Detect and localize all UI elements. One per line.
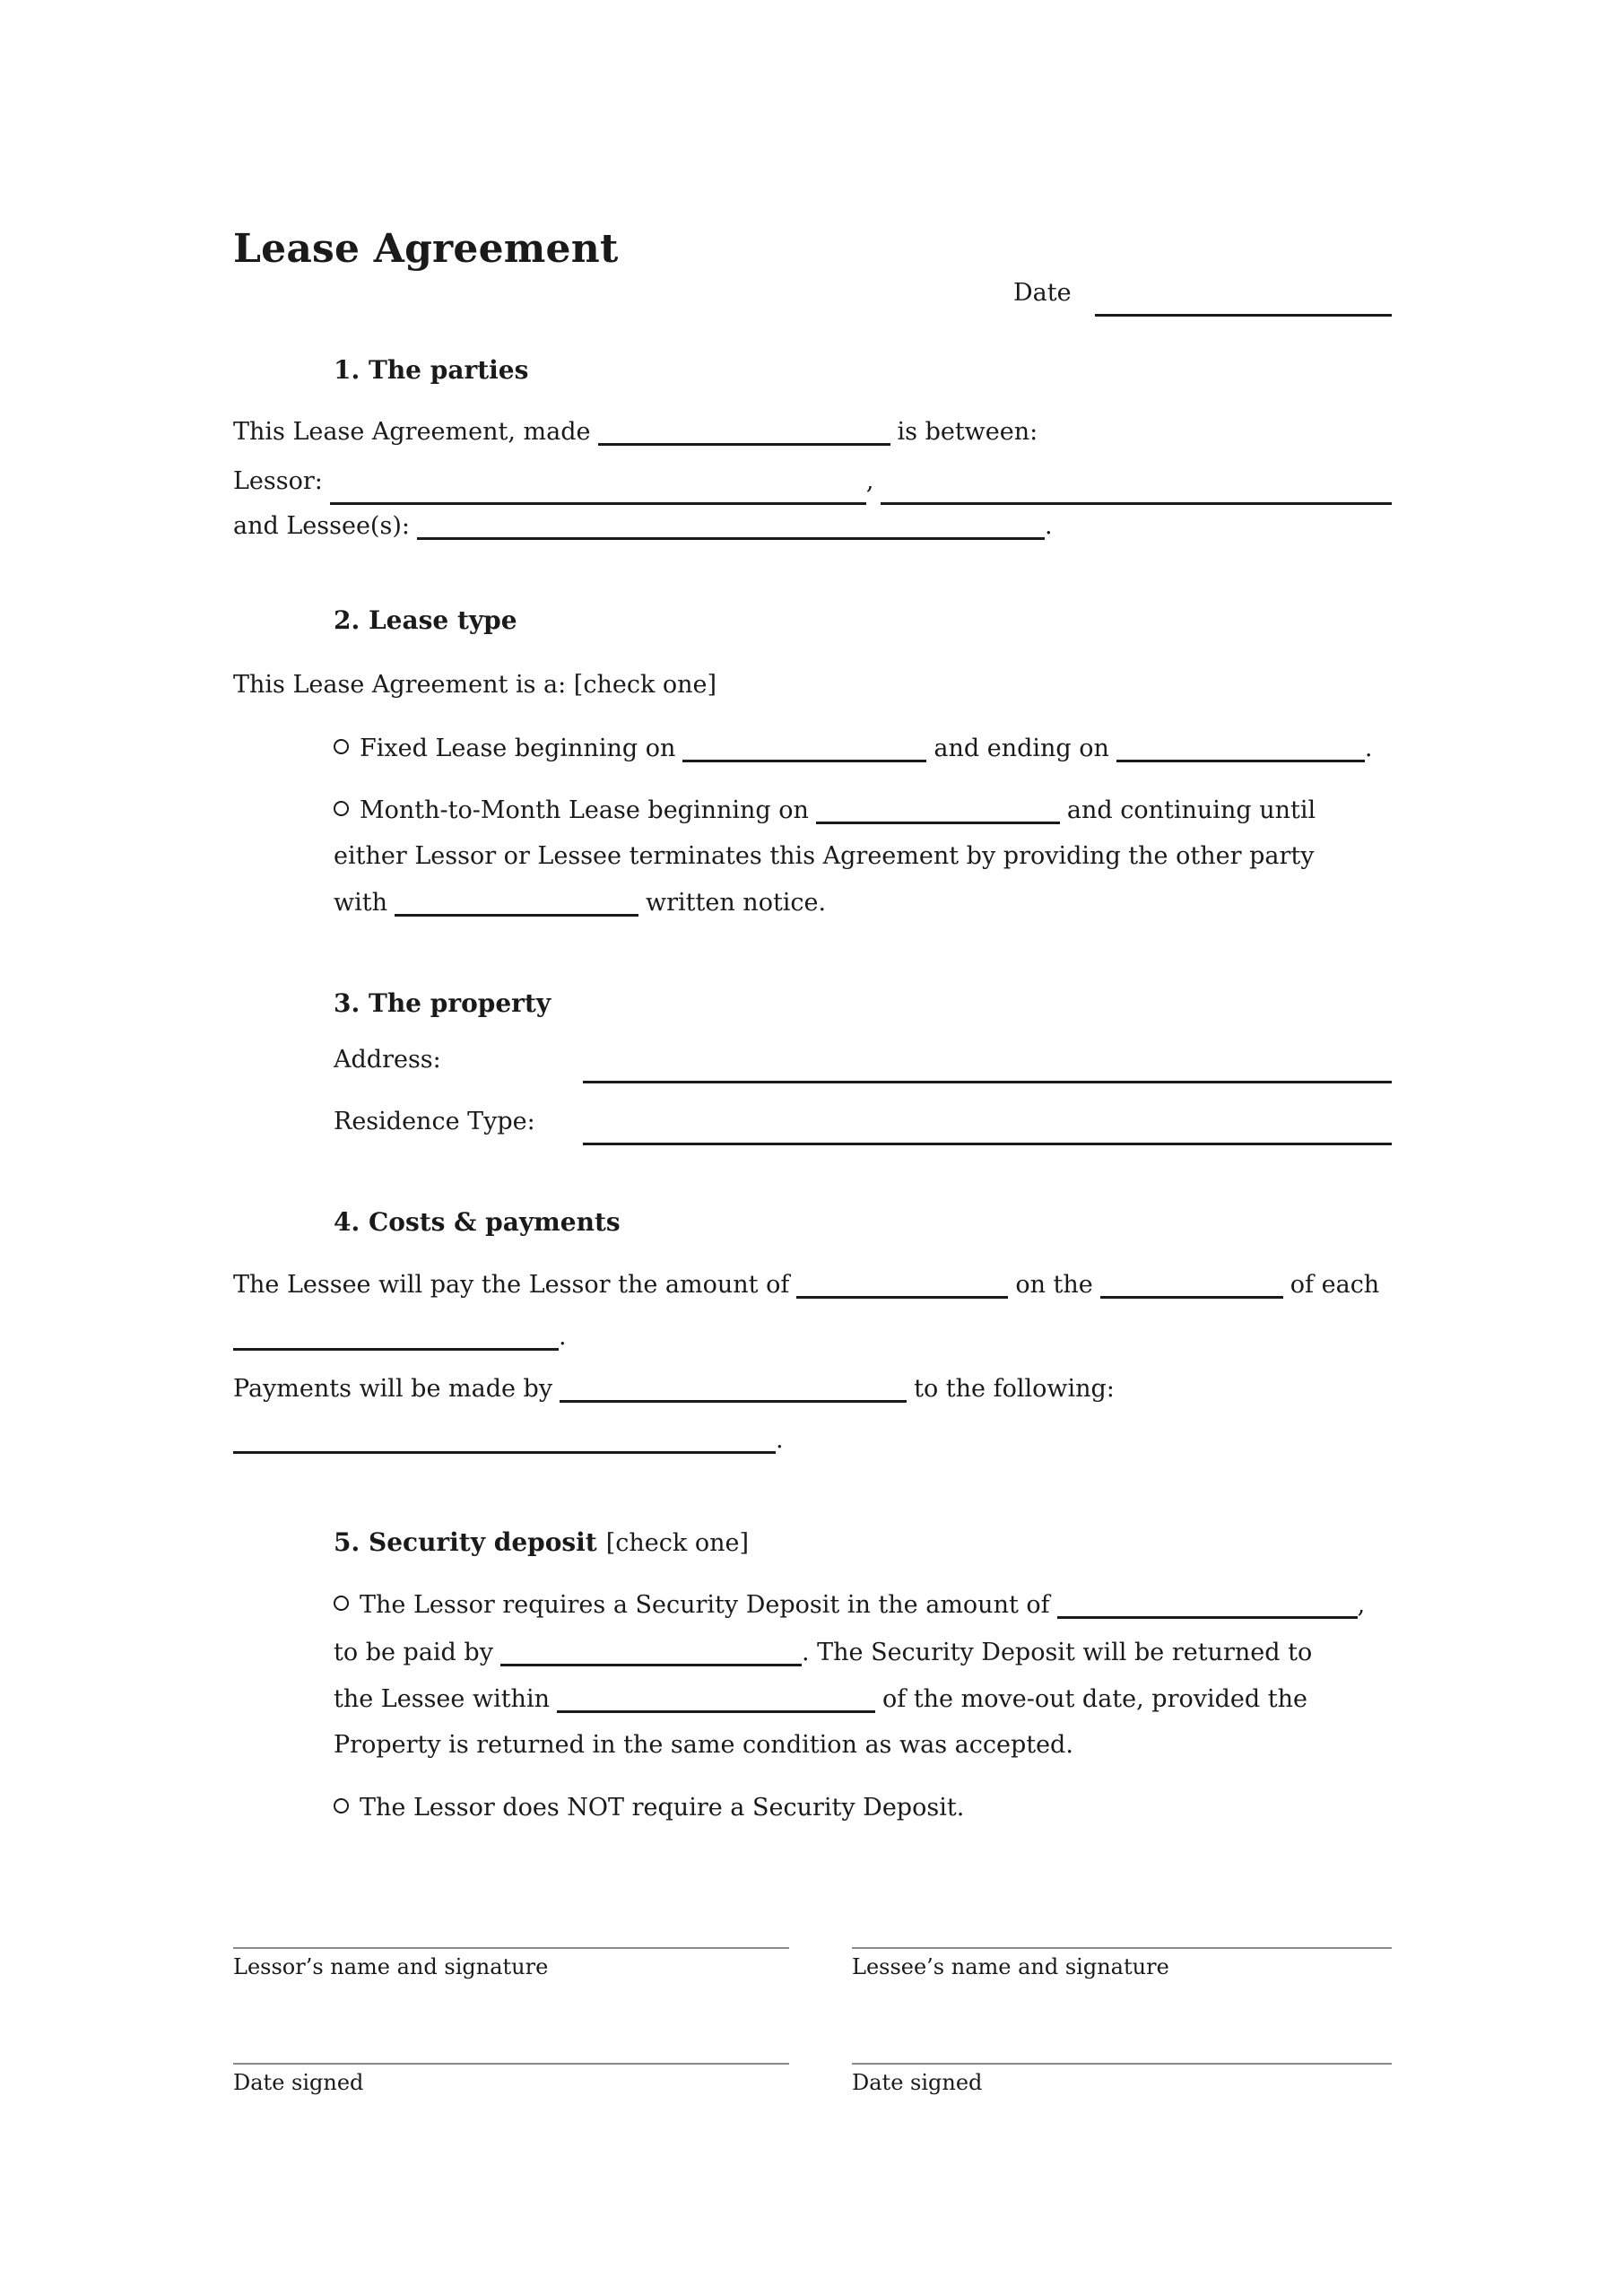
pay-text-end: of each xyxy=(1290,1271,1380,1299)
deposit-paid-by-blank-field[interactable] xyxy=(500,1639,802,1666)
deposit-heading-bold: 5. Security deposit xyxy=(334,1527,597,1557)
deposit-req-comma: , xyxy=(1357,1591,1366,1619)
payment-destination-line xyxy=(233,1416,784,1464)
date-blank-field[interactable] xyxy=(1095,307,1392,317)
deposit-paidby-post: . The Security Deposit will be returned to xyxy=(801,1639,1313,1666)
lessor-date-signed-label: Date signed xyxy=(233,2070,364,2095)
notice-period-blank-field[interactable] xyxy=(395,890,638,917)
payment-destination-period: . xyxy=(776,1426,784,1454)
lessee-line xyxy=(233,502,1053,550)
payment-destination-blank-field[interactable] xyxy=(233,1427,776,1454)
section-heading-costs: 4. Costs & payments xyxy=(334,1207,621,1237)
date-row xyxy=(1013,269,1392,317)
deposit-condition-line: Property is returned in the same condition as was accepted. xyxy=(334,1731,1073,1759)
lease-type-intro: This Lease Agreement is a: [check one] xyxy=(233,671,717,699)
section-heading-lease-type: 2. Lease type xyxy=(334,605,517,635)
deposit-within-pre: the Lessee within xyxy=(334,1685,550,1713)
radio-circle-icon[interactable] xyxy=(334,1798,349,1813)
date-label: Date xyxy=(1013,279,1072,307)
deposit-amount-blank-field[interactable] xyxy=(1057,1592,1358,1619)
lessee-date-signed-line[interactable] xyxy=(852,2063,1392,2065)
lessor-label: Lessor: xyxy=(233,467,323,495)
due-day-blank-field[interactable] xyxy=(1100,1272,1283,1299)
month-to-month-line3 xyxy=(334,879,826,926)
address-blank-field[interactable] xyxy=(583,1074,1392,1083)
fixed-end-date-blank-field[interactable] xyxy=(1116,735,1365,762)
rent-amount-blank-field[interactable] xyxy=(796,1272,1008,1299)
residence-type-label: Residence Type: xyxy=(334,1108,535,1135)
address-label: Address: xyxy=(334,1046,441,1074)
page-title: Lease Agreement xyxy=(233,226,619,272)
radio-circle-icon[interactable] xyxy=(334,801,349,816)
section-heading-deposit xyxy=(334,1518,749,1567)
method-text-end: to the following: xyxy=(914,1375,1115,1403)
m2m-with-text: with xyxy=(334,889,387,917)
m2m-begin-date-blank-field[interactable] xyxy=(816,797,1060,824)
payment-method-line xyxy=(233,1365,1115,1413)
deposit-required-option xyxy=(334,1581,1365,1629)
fixed-lease-text-pre: Fixed Lease beginning on xyxy=(360,735,676,762)
radio-circle-icon[interactable] xyxy=(334,739,349,754)
lessor-date-signed-line[interactable] xyxy=(233,2063,789,2065)
lessee-period: . xyxy=(1044,512,1053,540)
address-row xyxy=(334,1036,1392,1083)
lessee-signature-line[interactable] xyxy=(852,1947,1392,1949)
m2m-end-text: written notice. xyxy=(646,889,827,917)
lessee-label: and Lessee(s): xyxy=(233,512,410,540)
deposit-return-window-blank-field[interactable] xyxy=(557,1686,875,1713)
m2m-text-mid: and continuing until xyxy=(1066,796,1316,824)
lessee-name-blank-field[interactable] xyxy=(417,513,1045,540)
no-deposit-option xyxy=(334,1784,964,1831)
deposit-within-post: of the move-out date, provided the xyxy=(881,1685,1307,1713)
lessor-line xyxy=(233,457,1392,505)
payment-period-period: . xyxy=(559,1323,567,1351)
pay-text-mid: on the xyxy=(1015,1271,1093,1299)
month-to-month-line2: either Lessor or Lessee terminates this Agreement by providing the other party xyxy=(334,842,1315,870)
lessee-date-signed-label: Date signed xyxy=(852,2070,983,2095)
payment-period-blank-field[interactable] xyxy=(233,1324,559,1351)
residence-type-row xyxy=(334,1098,1392,1145)
fixed-lease-text-mid: and ending on xyxy=(934,735,1109,762)
section-heading-parties: 1. The parties xyxy=(334,355,529,385)
residence-type-blank-field[interactable] xyxy=(583,1135,1392,1145)
parties-made-line xyxy=(233,408,1038,456)
made-date-blank-field[interactable] xyxy=(598,419,890,446)
lessor-signature-line[interactable] xyxy=(233,1947,789,1949)
fixed-lease-option xyxy=(334,725,1373,772)
deposit-return-line xyxy=(334,1675,1307,1723)
fixed-lease-period: . xyxy=(1364,735,1373,762)
month-to-month-option xyxy=(334,787,1316,834)
lessee-signature-label: Lessee’s name and signature xyxy=(852,1954,1169,1979)
deposit-paid-by-line xyxy=(334,1629,1312,1676)
radio-circle-icon[interactable] xyxy=(334,1596,349,1611)
payment-period-line xyxy=(233,1313,567,1361)
payment-method-blank-field[interactable] xyxy=(560,1376,907,1403)
deposit-heading-note: [check one] xyxy=(605,1529,749,1557)
lessor-signature-label: Lessor’s name and signature xyxy=(233,1954,549,1979)
deposit-paidby-pre: to be paid by xyxy=(334,1639,493,1666)
fixed-begin-date-blank-field[interactable] xyxy=(682,735,926,762)
parties-made-pre: This Lease Agreement, made xyxy=(233,418,591,446)
lessor-comma: , xyxy=(865,467,874,495)
method-text-pre: Payments will be made by xyxy=(233,1375,553,1403)
section-heading-property: 3. The property xyxy=(334,988,551,1018)
parties-made-post: is between: xyxy=(897,418,1038,446)
no-deposit-text: The Lessor does NOT require a Security Deposit. xyxy=(360,1794,965,1822)
pay-text-pre: The Lessee will pay the Lessor the amount of xyxy=(233,1271,790,1299)
payment-amount-line xyxy=(233,1261,1379,1309)
m2m-text-pre: Month-to-Month Lease beginning on xyxy=(360,796,809,824)
deposit-req-text: The Lessor requires a Security Deposit in the amount of xyxy=(360,1591,1050,1619)
